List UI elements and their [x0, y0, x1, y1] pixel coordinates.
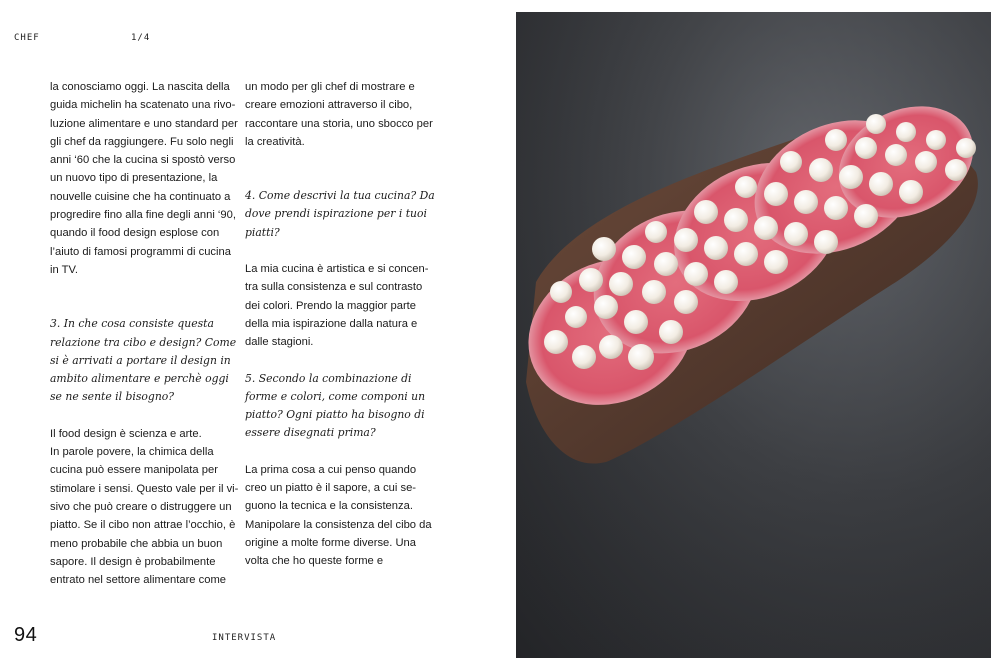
running-header-section: CHEF [14, 33, 40, 43]
question-5: 5. Secondo la combinazione di forme e colori, come componi un piatto? Ogni piatto ha bisogno di essere disegnati prima? [245, 371, 426, 440]
paragraph: Il food design è scienza e arte. [50, 427, 202, 440]
food-photo-illustration [516, 12, 991, 658]
page-number: 94 [14, 624, 38, 646]
paragraph: In parole povere, la chimica della cucina può essere manipolata per stimolare i sensi. Questo vale per il vi-sivo che può creare o distruggere un piatto. Se il cibo non attrae l’occhio, è meno probabile che abbia un buon sapore. Il design è probabilmente entrato nel settore alimentare come [50, 446, 239, 587]
paragraph: un modo per gli chef di mostrare e creare emozioni attraverso il cibo, raccontare una storia, uno sbocco per la creatività. [245, 81, 433, 148]
text-column-left [50, 78, 240, 589]
running-header-pagination: 1/4 [131, 33, 151, 43]
food-photo [516, 12, 991, 658]
paragraph: La mia cucina è artistica e si concen-tra sulla consistenza e sul contrasto dei colori. Prendo la maggior parte della mia ispirazione dalla natura e dalle stagioni. [245, 263, 429, 349]
question-3: 3. In che cosa consiste questa relazione tra cibo e design? Come si è arrivati a portare il design in ambito alimentare e perchè oggi se ne sente il bisogno? [50, 317, 237, 404]
question-4: 4. Come descrivi la tua cucina? Da dove prendi ispirazione per i tuoi piatti? [245, 189, 435, 239]
paragraph: La prima cosa a cui penso quando creo un piatto è il sapore, a cui se-guono la tecnica e la consistenza. Manipolare la consistenza del cibo da origine a molte forme diverse. Una volta che ho queste forme e [245, 463, 432, 568]
paragraph: la conosciamo oggi. La nascita della guida michelin ha scatenato una rivo-luzione alimentare e uno standard per gli chef da raggiungere. Fu solo negli anni ‘60 che la cucina si spostò verso un nuovo tipo di presentazione, la nouvelle cuisine che ha continuato a progredire fino alla fine degli anni ‘90, quando il food design esplose con l’aiuto di famosi programmi di cucina in TV. [50, 81, 238, 276]
text-column-right [245, 78, 435, 571]
footer-section-label: INTERVISTA [212, 633, 277, 643]
